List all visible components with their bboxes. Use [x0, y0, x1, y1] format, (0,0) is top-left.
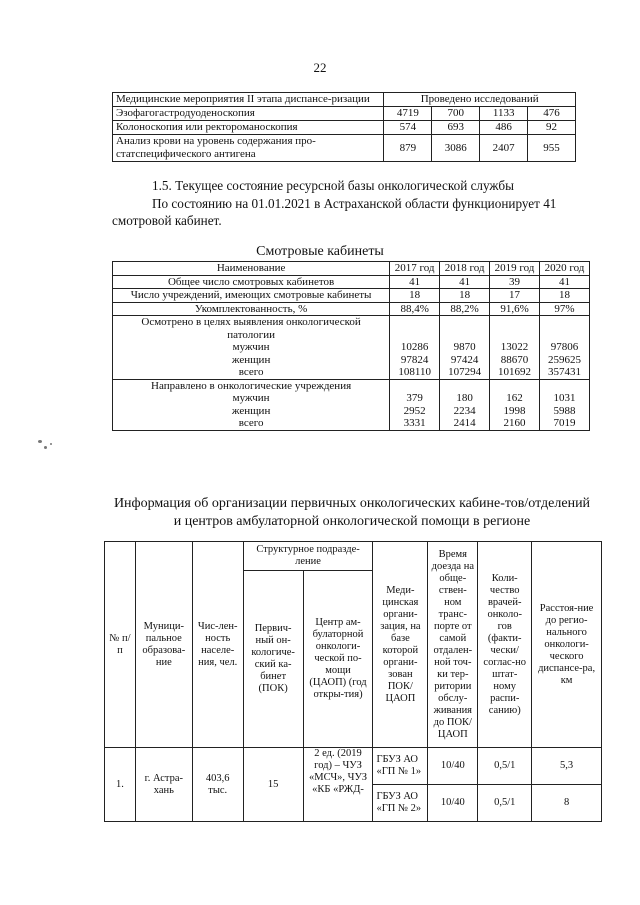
cell-value: 1998	[503, 404, 526, 417]
label: женщин	[231, 353, 271, 366]
cell-value: 10/40	[428, 748, 478, 785]
cell-value: 88,4%	[390, 302, 440, 316]
header-label: Медицинские мероприятия II этапа диспансе-ризации	[113, 93, 384, 107]
cell-value: 693	[432, 121, 480, 135]
cell-value: 1133	[480, 107, 528, 121]
table-row	[113, 302, 590, 316]
row-name: Анализ крови на уровень содержания про-статспецифического антигена	[113, 135, 384, 162]
cell-value: 2952	[403, 404, 426, 417]
cell-value: 5,3	[532, 748, 602, 785]
cell-value: 180	[456, 392, 473, 404]
cell-value: 39	[490, 275, 540, 289]
page-number: 22	[313, 60, 327, 75]
cell-stack	[440, 379, 490, 430]
column-header: Коли-чество врачей-онколо-гов (факти-чески/ соглас-но штат-ному распи-санию)	[478, 542, 532, 748]
column-header: Время доезда на обще-ствен-ном транс-порте от самой отдален-ной точ-ки тер-ритории обслу-живания до ПОК/ ЦАОП	[428, 542, 478, 748]
column-header: Структурное подразде-ление	[243, 542, 373, 571]
cell-value: 403,6 тыс.	[192, 748, 243, 822]
column-header: Центр ам-булаторной онкологи-ческой по-мощи (ЦАОП) (год откры-тия)	[303, 571, 373, 748]
table-header-row	[113, 93, 576, 107]
table-header-row	[113, 262, 590, 276]
cell-value: 259625	[548, 353, 581, 366]
cell-value: 879	[384, 135, 432, 162]
row-name: Укомплектованность, %	[113, 302, 390, 316]
cell-stack	[390, 379, 440, 430]
cell-value: 357431	[548, 366, 581, 378]
cell-value: 574	[384, 121, 432, 135]
info-heading: Информация об организации первичных онкологических кабине-тов/отделений и центров амбулаторной онкологической помощи в регионе	[113, 496, 591, 529]
cell-stack	[490, 316, 540, 380]
table-row	[113, 135, 576, 162]
cell-value: 7019	[553, 417, 576, 429]
cell-value: 101692	[498, 366, 532, 378]
table-row	[113, 316, 590, 380]
cell-value: 3331	[403, 417, 426, 429]
cell-value: 97806	[550, 341, 579, 353]
cell-value: 97824	[400, 353, 429, 366]
row-name: Эзофагогастродуоденоскопия	[113, 107, 384, 121]
exam-table	[112, 92, 576, 162]
cell-value: 0,5/1	[478, 748, 532, 785]
cell-value: 476	[528, 107, 576, 121]
cell-value: 5988	[553, 404, 576, 417]
cell-value: 10286	[400, 341, 429, 353]
column-header: Наименование	[113, 262, 390, 276]
cell-value: 97424	[450, 353, 479, 366]
cabinets-table	[112, 261, 590, 431]
column-header: Расстоя-ние до регио-нального онкологи-ческого диспансе-ра, км	[532, 542, 602, 748]
cell-value: 2234	[453, 404, 476, 417]
cell-value: ГБУЗ АО «ГП № 1»	[373, 748, 428, 785]
cell-value: 10/40	[428, 785, 478, 822]
org-table	[104, 541, 602, 822]
cell-value: 88,2%	[440, 302, 490, 316]
cell-value: 700	[432, 107, 480, 121]
row-name: Колоноскопия или ректороманоскопия	[113, 121, 384, 135]
cell-stack	[440, 316, 490, 380]
cell-value: 3086	[432, 135, 480, 162]
label: всего	[238, 417, 264, 429]
column-header: 2018 год	[440, 262, 490, 276]
table-row	[113, 289, 590, 303]
cell-stack	[540, 379, 590, 430]
section-heading: 1.5. Текущее состояние ресурсной базы онкологической службы	[152, 178, 514, 193]
scan-speck	[38, 440, 42, 443]
cell-value: 15	[243, 748, 303, 822]
cell-value: 92	[528, 121, 576, 135]
paragraph: По состоянию на 01.01.2021 в Астраханской области функционирует 41 смотровой кабинет.	[112, 196, 557, 228]
cell-value: 0,5/1	[478, 785, 532, 822]
label: мужчин	[232, 341, 270, 353]
scan-speck	[44, 446, 47, 449]
cell-value: 41	[390, 275, 440, 289]
cell-value: ГБУЗ АО «ГП № 2»	[373, 785, 428, 822]
row-name: Общее число смотровых кабинетов	[113, 275, 390, 289]
cell-value: г. Астра-хань	[135, 748, 192, 822]
cell-value: 108110	[398, 366, 431, 378]
cell-value: 955	[528, 135, 576, 162]
cell-value: 2407	[480, 135, 528, 162]
cell-value: 379	[406, 392, 423, 404]
cell-value: 107294	[448, 366, 482, 378]
cell-stack	[540, 316, 590, 380]
column-header: 2017 год	[390, 262, 440, 276]
column-header: 2020 год	[540, 262, 590, 276]
table-row	[113, 379, 590, 430]
table-row	[105, 748, 602, 785]
cell-value: 486	[480, 121, 528, 135]
cell-stack	[390, 316, 440, 380]
scan-speck	[50, 443, 52, 445]
column-header: Муници-пальное образова-ние	[135, 542, 192, 748]
table-caption: Смотровые кабинеты	[256, 244, 384, 259]
column-header: Чис-лен-ность населе-ния, чел.	[192, 542, 243, 748]
cell-value: 9870	[453, 341, 476, 353]
column-header: № п/п	[105, 542, 136, 748]
examined-title: Осмотрено в целях выявления онкологической патологии	[141, 316, 361, 341]
table-row	[113, 107, 576, 121]
cell-value: 162	[506, 392, 523, 404]
column-header: Меди-цинская органи-зация, на базе которой органи-зован ПОК/ ЦАОП	[373, 542, 428, 748]
table-row	[113, 121, 576, 135]
table-row	[113, 275, 590, 289]
cell-value: 2160	[503, 417, 526, 429]
referred-block	[113, 379, 390, 430]
cell-value: 1031	[553, 392, 576, 404]
header-right: Проведено исследований	[384, 93, 576, 107]
table-header-row	[105, 542, 602, 571]
referred-title: Направлено в онкологические учреждения	[151, 379, 352, 392]
cell-stack	[490, 379, 540, 430]
row-name: Число учреждений, имеющих смотровые кабинеты	[113, 289, 390, 303]
label: мужчин	[232, 392, 270, 404]
label: всего	[238, 366, 264, 378]
cell-value: 1.	[105, 748, 136, 822]
column-header: Первич-ный он-кологиче-ский ка-бинет (ПОК)	[243, 571, 303, 748]
examined-block	[113, 316, 390, 380]
cell-value: 88670	[500, 353, 529, 366]
cell-value: 2 ед. (2019 год) – ЧУЗ «МСЧ», ЧУЗ «КБ «РЖД-	[303, 748, 373, 822]
cell-value: 2414	[453, 417, 476, 429]
cell-value: 41	[440, 275, 490, 289]
cell-value: 97%	[540, 302, 590, 316]
label: женщин	[231, 404, 271, 417]
cell-value: 13022	[500, 341, 529, 353]
cell-value: 18	[540, 289, 590, 303]
column-header: 2019 год	[490, 262, 540, 276]
cell-value: 18	[390, 289, 440, 303]
cell-value: 8	[532, 785, 602, 822]
cell-value: 91,6%	[490, 302, 540, 316]
cell-value: 18	[440, 289, 490, 303]
cell-value: 41	[540, 275, 590, 289]
cell-value: 17	[490, 289, 540, 303]
cell-value: 4719	[384, 107, 432, 121]
